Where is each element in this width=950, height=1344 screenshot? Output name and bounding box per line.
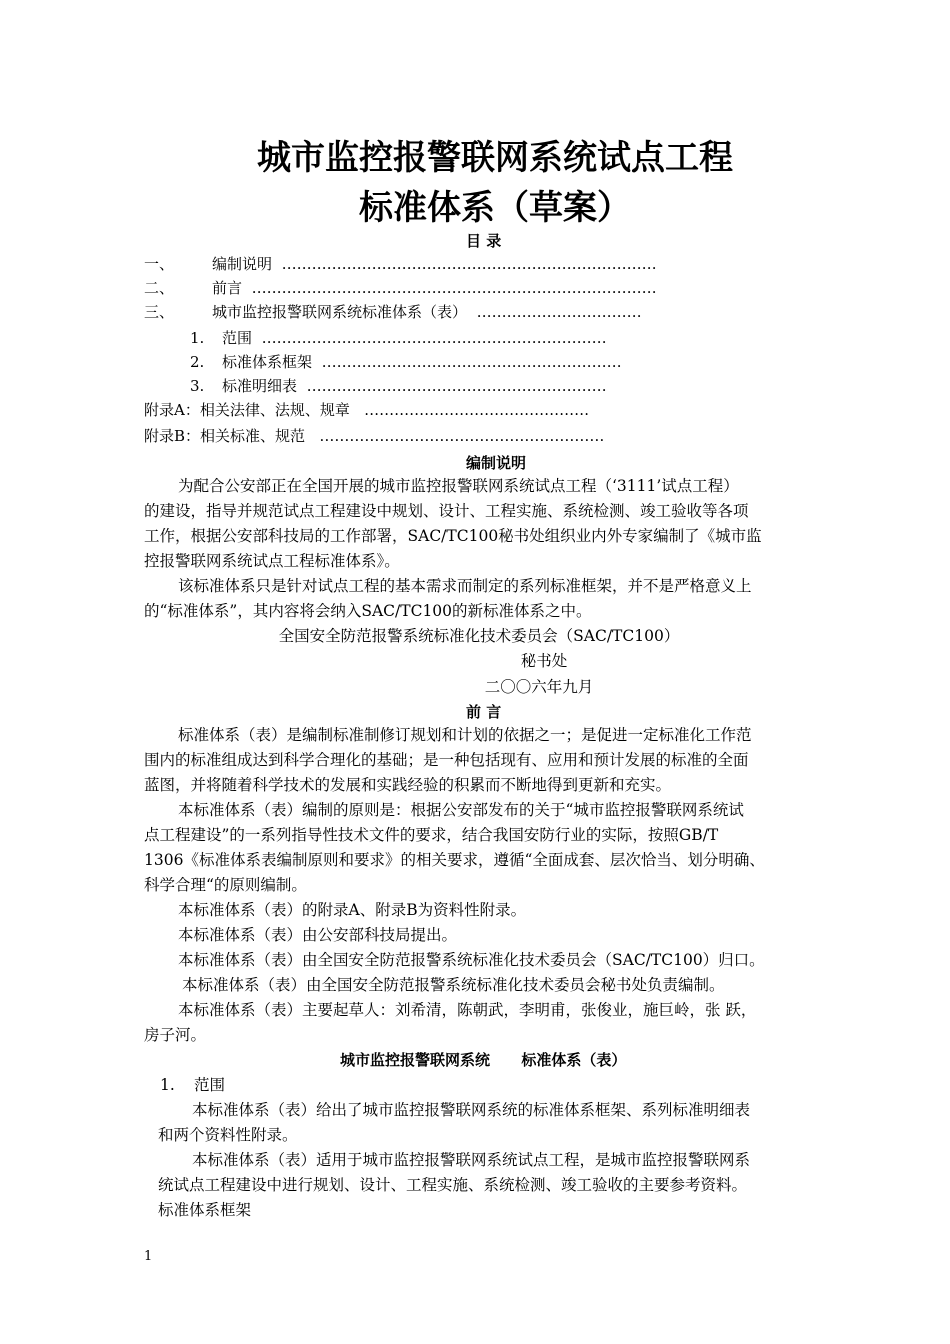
paragraph-line: 的“标准体系”，其内容将会纳入SAC/TC100的新标准体系之中。 [144,602,592,620]
toc-item-number: 三、 [144,303,175,321]
toc-item[interactable] [144,398,589,422]
paragraph-line: 和两个资料性附录。 [158,1126,298,1144]
toc-item-number: 一、 [144,255,175,273]
paragraph-line: 控报警联网系统试点工程标准体系》。 [144,552,400,570]
toc-item-number: 2. [190,353,205,371]
subsection-heading: 标准体系框架 [158,1201,252,1219]
paragraph-line: 该标准体系只是针对试点工程的基本需求而制定的系列标准框架，并不是严格意义上 [178,577,752,595]
page-number: 1 [144,1249,153,1264]
toc-item-number: 二、 [144,279,175,297]
toc-item[interactable] [144,252,657,276]
paragraph-line: 本标准体系（表）适用于城市监控报警联网系统试点工程，是城市监控报警联网系 [192,1151,751,1169]
paragraph-line: 标准体系（表）是编制标准制修订规划和计划的依据之一；是促进一定标准化工作范 [178,726,752,744]
paragraph-line: 本标准体系（表）给出了城市监控报警联网系统的标准体系框架、系列标准明细表 [192,1101,751,1119]
paragraph-line: 为配合公安部正在全国开展的城市监控报警联网系统试点工程（‘3111’试点工程） [178,477,739,495]
signature-organization: 全国安全防范报警系统标准化技术委员会（SAC/TC100） [278,627,680,645]
toc-item-number: 1. [190,329,205,347]
toc-item-label: 附录B：相关标准、规范 [144,427,306,445]
toc-item[interactable] [144,300,642,324]
toc-leader-dots: ……………………………………… [364,401,590,419]
toc-item-number: 3. [190,377,205,395]
toc-item[interactable] [190,374,607,398]
toc-leader-dots: …………………………………………………………… [261,329,607,347]
paragraph-line: 房子河。 [144,1026,207,1044]
toc-item-label: 标准明细表 [222,377,298,395]
toc-item-label: 标准体系框架 [222,353,313,371]
document-title-line2: 标准体系（草案） [359,188,631,228]
document-title-line1: 城市监控报警联网系统试点工程 [257,138,733,178]
paragraph-line: 本标准体系（表）的附录A、附录B为资料性附录。 [178,901,527,919]
signature-department: 秘书处 [520,652,568,670]
toc-item-label: 前言 [212,279,243,297]
paragraph-line: 围内的标准组成达到科学合理化的基础；是一种包括现有、应用和预计发展的标准的全面 [144,751,749,769]
section-heading: 前 言 [466,703,502,721]
paragraph-line: 的建设，指导并规范试点工程建设中规划、设计、工程实施、系统检测、竣工验收等各项 [144,502,749,520]
toc-leader-dots: …………………………………………………… [306,377,607,395]
paragraph-line: 统试点工程建设中进行规划、设计、工程实施、系统检测、竣工验收的主要参考资料。 [158,1176,748,1194]
toc-item[interactable] [144,276,657,300]
section-heading: 编制说明 [466,454,527,472]
subsection-number: 1. [160,1076,175,1094]
section-heading: 城市监控报警联网系统 标准体系（表） [340,1051,627,1069]
toc-leader-dots: ………………………………………………… [319,427,605,445]
toc-leader-dots: ……………………………………………………………………… [251,279,657,297]
subsection-label: 范围 [194,1076,226,1094]
toc-item[interactable] [190,350,622,374]
paragraph-line: 点工程建设”的一系列指导性技术文件的要求，结合我国安防行业的实际，按照GB/T [144,826,719,844]
toc-item[interactable] [190,326,607,350]
paragraph-line: 本标准体系（表）由公安部科技局提出。 [178,926,458,944]
paragraph-line: 工作，根据公安部科技局的工作部署，SAC/TC100秘书处组织业内外专家编制了《城市监 [144,527,762,545]
subsection-heading [160,1073,225,1098]
paragraph-line: 1306《标准体系表编制原则和要求》的相关要求，遵循“全面成套、层次恰当、划分明确、 [144,851,765,869]
paragraph-line: 本标准体系（表）由全国安全防范报警系统标准化技术委员会秘书处负责编制。 [182,976,725,994]
signature-date: 二〇〇六年九月 [484,678,594,696]
toc-heading: 目 录 [466,232,502,250]
paragraph-line: 科学合理“的原则编制。 [144,876,307,894]
paragraph-line: 蓝图，并将随着科学技术的发展和实践经验的积累而不断地得到更新和充实。 [144,776,672,794]
toc-item-label: 范围 [222,329,253,347]
toc-leader-dots: …………………………… [476,303,642,321]
paragraph-line: 本标准体系（表）编制的原则是：根据公安部发布的关于“城市监控报警联网系统试 [178,801,744,819]
paragraph-line: 本标准体系（表）主要起草人：刘希清，陈朝武，李明甫，张俊业，施巨岭，张 跃， [178,1001,757,1019]
toc-item-label: 编制说明 [212,255,273,273]
toc-item-label: 附录A：相关法律、法规、规章 [144,401,350,419]
paragraph-line: 本标准体系（表）由全国安全防范报警系统标准化技术委员会（SAC/TC100）归口。 [178,951,765,969]
toc-leader-dots: ………………………………………………………………… [281,255,657,273]
toc-item[interactable] [144,424,604,448]
toc-leader-dots: …………………………………………………… [321,353,622,371]
toc-item-label: 城市监控报警联网系统标准体系（表） [212,303,468,321]
